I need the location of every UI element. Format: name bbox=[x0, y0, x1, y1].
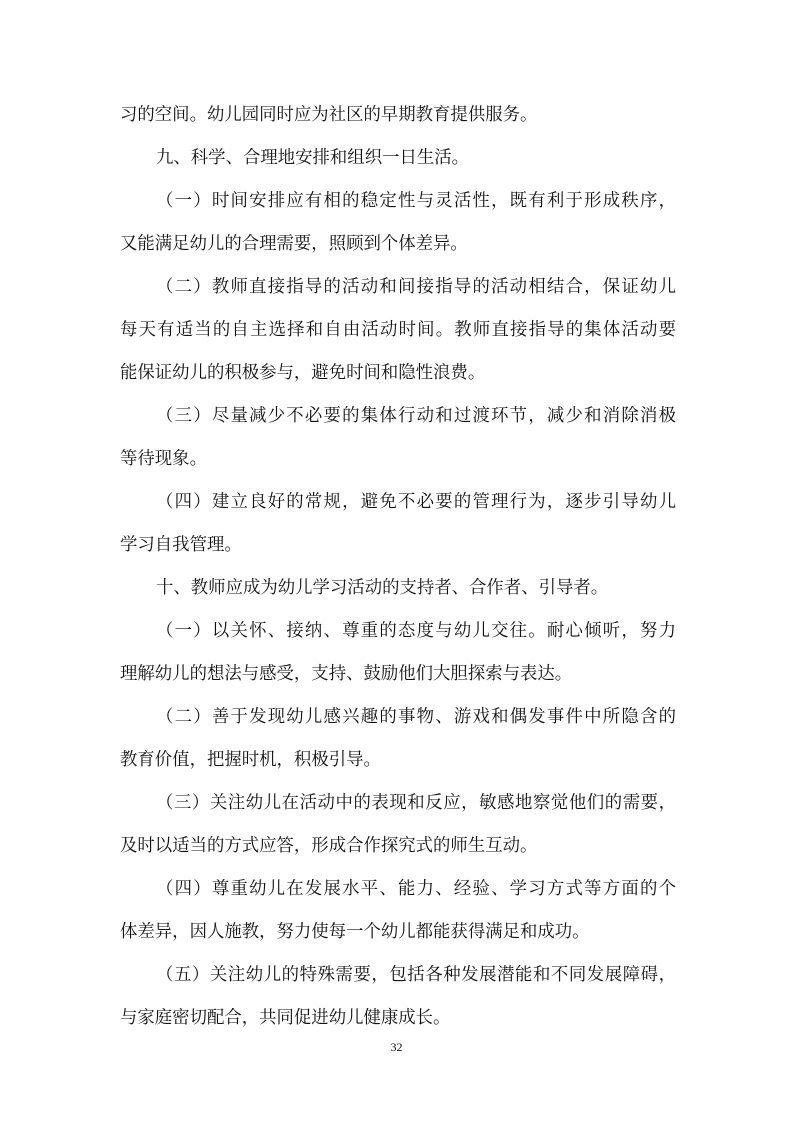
text-line: （四）建立良好的常规，避免不必要的管理行为，逐步引导幼儿 bbox=[156, 492, 676, 512]
text-line: 每天有适当的自主选择和自由活动时间。教师直接指导的集体活动要 bbox=[120, 320, 676, 340]
text-line: 理解幼儿的想法与感受，支持、鼓励他们大胆探索与表达。 bbox=[120, 664, 573, 684]
text-line: 等待现象。 bbox=[120, 449, 207, 469]
text-line: 又能满足幼儿的合理需要，照顾到个体差异。 bbox=[120, 234, 468, 254]
text-line: （二）教师直接指导的活动和间接指导的活动相结合，保证幼儿 bbox=[156, 277, 676, 297]
text-line: （五）关注幼儿的特殊需要，包括各种发展潜能和不同发展障碍， bbox=[156, 965, 676, 985]
text-line: （一）时间安排应有相的稳定性与灵活性，既有利于形成秩序， bbox=[156, 191, 676, 211]
text-line: （三）尽量减少不必要的集体行动和过渡环节，减少和消除消极 bbox=[156, 406, 676, 426]
section-heading: 九、科学、合理地安排和组织一日生活。 bbox=[156, 148, 470, 168]
text-line: 能保证幼儿的积极参与，避免时间和隐性浪费。 bbox=[120, 363, 486, 383]
text-line: 教育价值，把握时机，积极引导。 bbox=[120, 750, 381, 770]
text-line: 及时以适当的方式应答，形成合作探究式的师生互动。 bbox=[120, 836, 538, 856]
text-line: 体差异，因人施教，努力使每一个幼儿都能获得满足和成功。 bbox=[120, 922, 590, 942]
text-line: （一）以关怀、接纳、尊重的态度与幼儿交往。耐心倾听，努力 bbox=[156, 621, 676, 641]
page-number: 32 bbox=[390, 1040, 403, 1054]
text-line: （三）关注幼儿在活动中的表现和反应，敏感地察觉他们的需要， bbox=[156, 793, 676, 813]
text-line: 习的空间。幼儿园同时应为社区的早期教育提供服务。 bbox=[120, 105, 538, 125]
text-line: （二）善于发现幼儿感兴趣的事物、游戏和偶发事件中所隐含的 bbox=[156, 707, 676, 727]
text-line: 与家庭密切配合，共同促进幼儿健康成长。 bbox=[120, 1008, 451, 1028]
section-heading: 十、教师应成为幼儿学习活动的支持者、合作者、引导者。 bbox=[156, 578, 609, 598]
text-line: 学习自我管理。 bbox=[120, 535, 242, 555]
text-line: （四）尊重幼儿在发展水平、能力、经验、学习方式等方面的个 bbox=[156, 879, 676, 899]
